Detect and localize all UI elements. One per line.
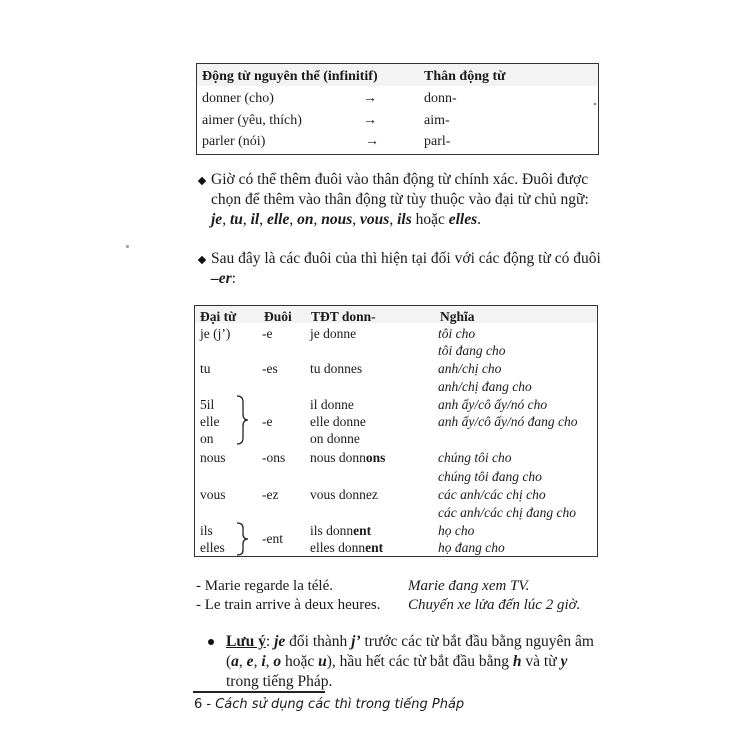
conj-ending: e	[347, 397, 354, 412]
header-pronoun: Đại từ	[200, 309, 237, 324]
header-infinitive: Động từ nguyên thể (infinitif)	[202, 69, 378, 84]
header-meaning: Nghĩa	[440, 309, 475, 324]
conjugation-cell	[310, 325, 356, 342]
meaning-cell: tôi đang cho	[438, 343, 506, 358]
meaning-cell: các anh/các chị đang cho	[438, 505, 576, 520]
text: (	[226, 653, 232, 670]
pronoun: je	[211, 211, 223, 228]
vowel: u	[318, 653, 327, 670]
pronoun-cell: tu	[200, 361, 211, 376]
conj-ending: e	[350, 326, 357, 341]
round-bullet-icon	[208, 639, 214, 645]
pronoun: ils	[397, 211, 412, 228]
conjugation-cell	[310, 396, 354, 413]
conj-stem: vous donn	[310, 487, 366, 502]
footer-divider	[193, 691, 325, 693]
pronoun-cell: je (j’)	[200, 326, 231, 341]
meaning-cell: anh ấy/cô ấy/nó đang cho	[438, 414, 578, 429]
pronoun: tu	[229, 211, 243, 228]
pronoun-cell: 5il	[200, 397, 215, 412]
meaning-cell: chúng tôi đang cho	[438, 469, 542, 484]
note-paragraph: Lưu ý: je đổi thành j’ trước các từ bắt đầu bằng nguyên âm (a, e, i, o hoặc u), hầu hết các từ bắt đầu bằng h và từ y trong tiếng Pháp.	[226, 632, 626, 692]
pronoun: on	[297, 211, 314, 228]
pronoun: vous	[360, 211, 390, 228]
text: đổi thành	[285, 633, 352, 650]
example-vi: Chuyến xe lửa đến lúc 2 giờ.	[408, 597, 581, 613]
arrow-icon: →	[363, 113, 377, 128]
conjugation-cell	[310, 449, 385, 466]
table-header-row	[197, 66, 598, 88]
conjugation-cell	[310, 539, 383, 556]
paragraph-endings	[211, 170, 631, 230]
term: y	[560, 653, 568, 670]
pronoun-cell: nous	[200, 450, 226, 465]
conjugation-cell	[310, 486, 378, 503]
conj-stem: je donn	[310, 326, 351, 341]
conj-stem: il donn	[310, 397, 348, 412]
table-row	[197, 110, 598, 132]
term: h	[512, 653, 522, 670]
conjugation-cell	[310, 413, 366, 430]
pronoun-cell: elle	[200, 414, 220, 429]
stem-cell: aim-	[424, 113, 450, 128]
stem-cell: donn-	[424, 91, 457, 106]
pronoun-cell: on	[200, 431, 214, 446]
text: ), hầu hết các từ bắt đầu bằng	[326, 653, 513, 670]
arrow-icon: →	[365, 134, 379, 149]
text: trước các từ bắt đầu bằng nguyên âm	[360, 633, 594, 650]
conj-stem: nous donn	[310, 450, 366, 465]
meaning-cell: các anh/các chị cho	[438, 487, 546, 502]
conj-ending: ent	[353, 523, 372, 538]
arrow-icon: →	[363, 91, 377, 106]
conj-stem: on donn	[310, 431, 354, 446]
ending-cell: -e	[262, 414, 273, 429]
ending-cell: -ons	[262, 450, 286, 465]
meaning-cell: chúng tôi cho	[438, 450, 512, 465]
book-title: Cách sử dụng các thì trong tiếng Pháp	[215, 697, 465, 712]
meaning-cell: anh/chị đang cho	[438, 379, 532, 394]
note-label: Lưu ý	[226, 633, 266, 650]
ending-cell: -ez	[262, 487, 279, 502]
conj-stem: elles donn	[310, 540, 366, 555]
conj-ending: e	[353, 431, 360, 446]
meaning-cell: họ cho	[438, 523, 475, 538]
pronoun-list: je, tu, il, elle, on, nous, vous, ils hoặc elles.	[211, 211, 482, 228]
conj-stem: elle donn	[310, 414, 360, 429]
pronoun: elle	[267, 211, 290, 228]
paragraph-line: chọn để thêm vào thân động từ tùy thuộc vào đại từ chủ ngữ:	[211, 191, 589, 208]
pronoun-cell: ils	[200, 523, 213, 538]
er-suffix: –er	[211, 270, 232, 287]
infinitive-cell: donner (cho)	[202, 91, 274, 106]
colon: :	[231, 270, 236, 287]
table-header-shade	[195, 306, 597, 323]
example-vi: Marie đang xem TV.	[408, 578, 530, 594]
header-ending: Đuôi	[264, 309, 292, 324]
conj-ending: ez	[365, 487, 378, 502]
page-footer	[194, 697, 464, 712]
table-row	[197, 88, 598, 110]
pronoun: elles	[448, 211, 478, 228]
scan-speck	[594, 103, 596, 105]
header-conjugation: TĐT donn-	[311, 309, 376, 324]
conj-ending: ons	[365, 450, 386, 465]
brace-icon	[235, 521, 249, 557]
paragraph-line: Sau đây là các đuôi của thì hiện tại đối với các động từ có đuôi	[211, 250, 601, 267]
conj-ending: ent	[365, 540, 384, 555]
scan-speck	[126, 245, 129, 248]
meaning-cell: anh/chị cho	[438, 361, 502, 376]
ending-cell: -es	[262, 361, 278, 376]
text: hoặc	[281, 653, 319, 670]
conj-stem: tu donn	[310, 361, 351, 376]
term: j’	[351, 633, 361, 650]
infinitive-cell: parler (nói)	[202, 134, 266, 149]
example-fr: - Marie regarde la télé.	[196, 578, 333, 594]
infinitive-stem-table	[196, 63, 599, 155]
conj-ending: e	[359, 414, 366, 429]
table-row	[197, 131, 598, 153]
page-number: 6 -	[194, 697, 216, 712]
paragraph-line: trong tiếng Pháp.	[226, 673, 333, 690]
conjugation-cell	[310, 360, 362, 377]
paragraph-line: Giờ có thể thêm đuôi vào thân động từ chính xác. Đuôi được	[211, 171, 589, 188]
brace-icon	[235, 394, 249, 446]
conjunction: hoặc	[415, 211, 445, 228]
pronoun: nous	[321, 211, 353, 228]
pronoun: il	[250, 211, 260, 228]
conjugation-cell	[310, 430, 360, 447]
vowel: o	[273, 653, 282, 670]
vowel: i	[261, 653, 266, 670]
meaning-cell: họ đang cho	[438, 540, 505, 555]
term: je	[274, 633, 286, 650]
infinitive-cell: aimer (yêu, thích)	[202, 113, 302, 128]
conjugation-table	[194, 305, 598, 557]
ending-cell: -e	[262, 326, 273, 341]
paragraph-er-intro	[211, 249, 631, 289]
vowel: a	[231, 653, 239, 670]
ending-cell: -ent	[262, 531, 283, 546]
text: và từ	[521, 653, 561, 670]
diamond-bullet-icon	[198, 177, 206, 185]
meaning-cell: tôi cho	[438, 326, 476, 341]
example-fr: - Le train arrive à deux heures.	[196, 597, 381, 613]
header-stem: Thân động từ	[424, 69, 506, 84]
diamond-bullet-icon	[198, 256, 206, 264]
pronoun-cell: vous	[200, 487, 226, 502]
conjugation-cell	[310, 522, 371, 539]
pronoun-cell: elles	[200, 540, 225, 555]
stem-cell: parl-	[424, 134, 451, 149]
conj-ending: es	[350, 361, 363, 376]
vowel: e	[246, 653, 254, 670]
conj-stem: ils donn	[310, 523, 354, 538]
meaning-cell: anh ấy/cô ấy/nó cho	[438, 397, 548, 412]
